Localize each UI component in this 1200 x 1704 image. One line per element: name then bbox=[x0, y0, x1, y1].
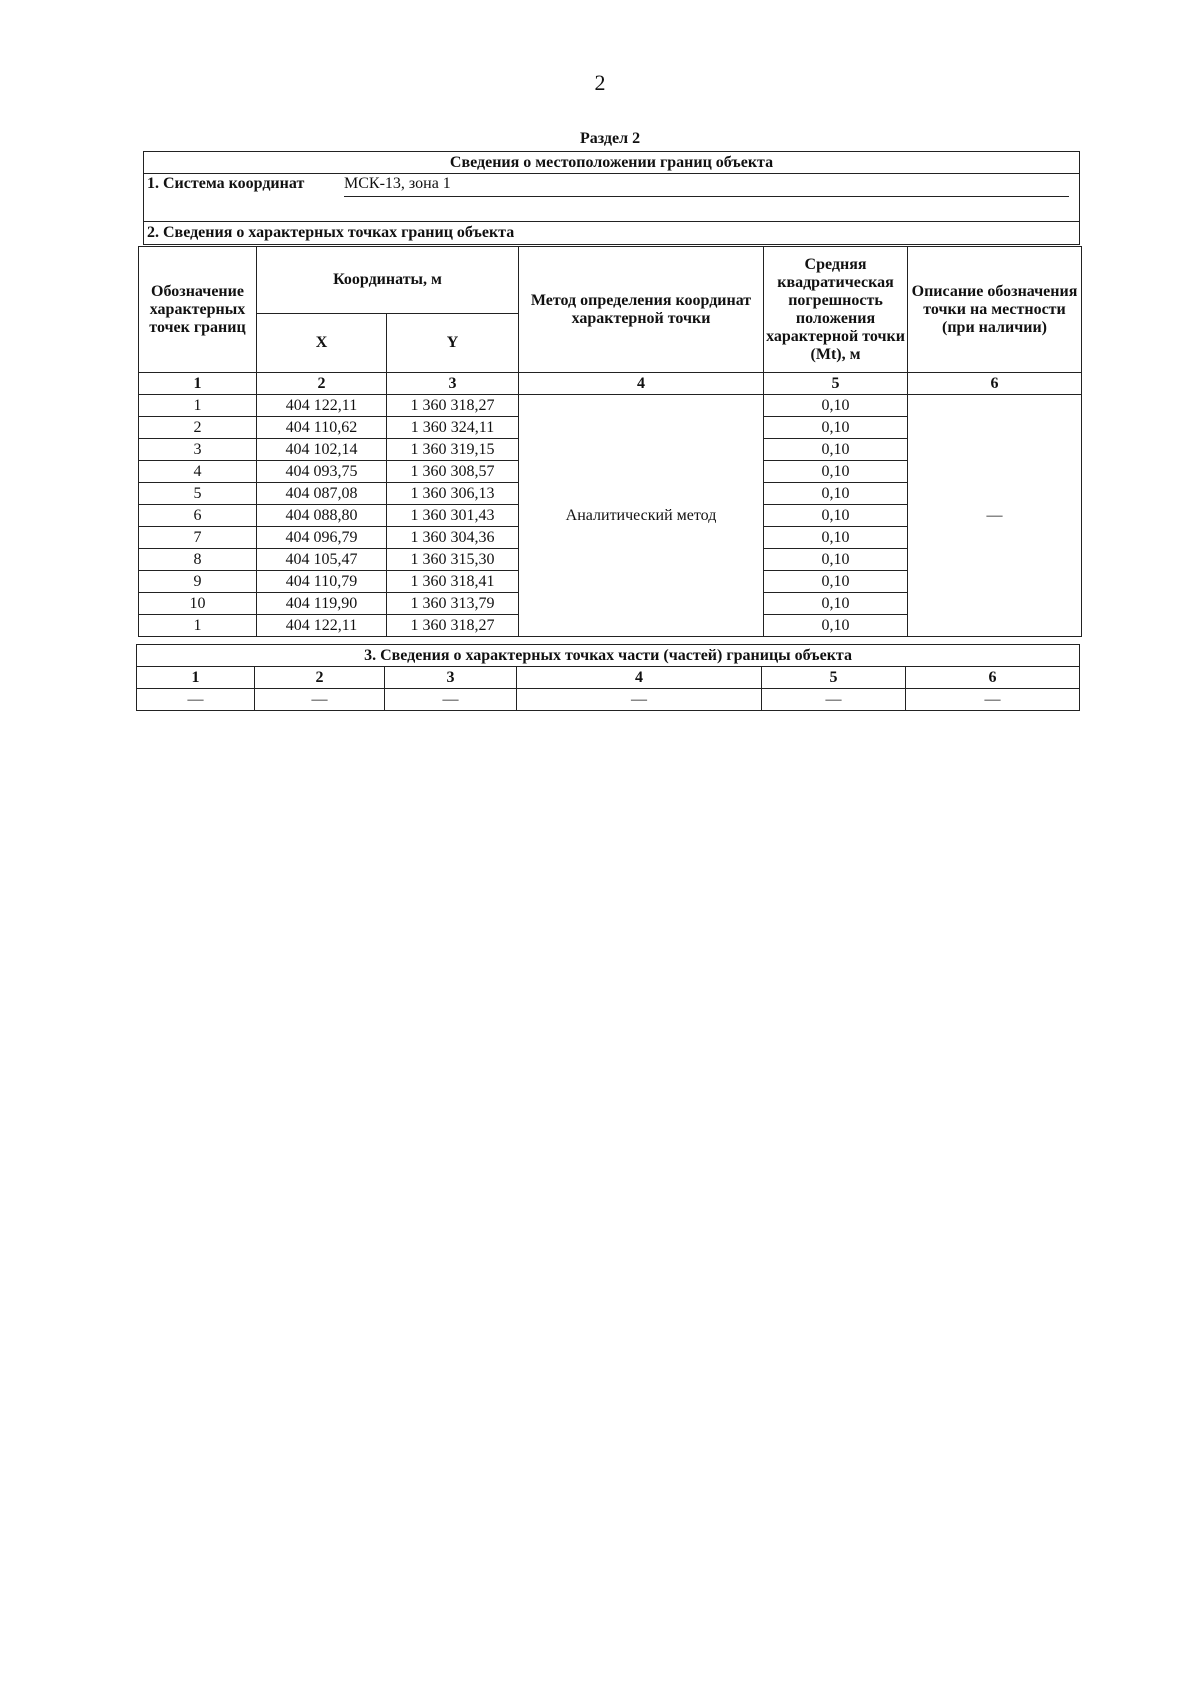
header-x: X bbox=[257, 314, 387, 373]
point-y: 1 360 301,43 bbox=[387, 505, 519, 527]
point-x: 404 093,75 bbox=[257, 461, 387, 483]
header-description: Описание обозначения точки на местности (при наличии) bbox=[908, 247, 1082, 373]
points-table bbox=[138, 246, 1082, 637]
point-mt: 0,10 bbox=[764, 527, 908, 549]
point-x: 404 096,79 bbox=[257, 527, 387, 549]
point-id: 10 bbox=[139, 593, 257, 615]
point-y: 1 360 304,36 bbox=[387, 527, 519, 549]
point-mt: 0,10 bbox=[764, 571, 908, 593]
point-x: 404 110,79 bbox=[257, 571, 387, 593]
column-number: 4 bbox=[517, 667, 762, 689]
column-number: 2 bbox=[257, 373, 387, 395]
part-column-numbers-row bbox=[137, 667, 1080, 689]
point-mt: 0,10 bbox=[764, 439, 908, 461]
point-x: 404 088,80 bbox=[257, 505, 387, 527]
column-number: 5 bbox=[764, 373, 908, 395]
point-y: 1 360 308,57 bbox=[387, 461, 519, 483]
header-error: Средняя квадратическая погрешность положения характерной точки (Mt), м bbox=[764, 247, 908, 373]
point-id: 8 bbox=[139, 549, 257, 571]
empty-cell: — bbox=[762, 689, 906, 711]
coord-system-label: 1. Система координат bbox=[147, 175, 305, 192]
point-mt: 0,10 bbox=[764, 615, 908, 637]
point-id: 4 bbox=[139, 461, 257, 483]
point-mt: 0,10 bbox=[764, 395, 908, 417]
column-number: 1 bbox=[137, 667, 255, 689]
point-id: 1 bbox=[139, 615, 257, 637]
coord-system-value: МСК-13, зона 1 bbox=[344, 175, 451, 192]
column-number: 2 bbox=[255, 667, 385, 689]
column-number: 5 bbox=[762, 667, 906, 689]
part-title: 3. Сведения о характерных точках части (частей) границы объекта bbox=[137, 645, 1080, 667]
point-y: 1 360 319,15 bbox=[387, 439, 519, 461]
part-points-table bbox=[136, 644, 1080, 711]
point-id: 2 bbox=[139, 417, 257, 439]
point-y: 1 360 318,27 bbox=[387, 395, 519, 417]
empty-cell: — bbox=[385, 689, 517, 711]
point-mt: 0,10 bbox=[764, 549, 908, 571]
point-id: 9 bbox=[139, 571, 257, 593]
empty-cell: — bbox=[906, 689, 1080, 711]
empty-cell: — bbox=[255, 689, 385, 711]
point-id: 5 bbox=[139, 483, 257, 505]
section-label: Раздел 2 bbox=[580, 130, 641, 147]
header-y: Y bbox=[387, 314, 519, 373]
column-number: 1 bbox=[139, 373, 257, 395]
point-mt: 0,10 bbox=[764, 505, 908, 527]
spacer-row bbox=[144, 198, 1079, 222]
point-y: 1 360 318,41 bbox=[387, 571, 519, 593]
point-y: 1 360 313,79 bbox=[387, 593, 519, 615]
point-mt: 0,10 bbox=[764, 417, 908, 439]
column-number: 3 bbox=[385, 667, 517, 689]
point-y: 1 360 315,30 bbox=[387, 549, 519, 571]
point-x: 404 102,14 bbox=[257, 439, 387, 461]
column-number: 4 bbox=[519, 373, 764, 395]
coord-system-underline bbox=[344, 196, 1069, 197]
point-x: 404 105,47 bbox=[257, 549, 387, 571]
point-y: 1 360 324,11 bbox=[387, 417, 519, 439]
column-numbers-row bbox=[139, 373, 1082, 395]
point-mt: 0,10 bbox=[764, 483, 908, 505]
point-x: 404 087,08 bbox=[257, 483, 387, 505]
empty-cell: — bbox=[137, 689, 255, 711]
point-id: 1 bbox=[139, 395, 257, 417]
table-row bbox=[137, 689, 1080, 711]
point-id: 7 bbox=[139, 527, 257, 549]
coord-system-row bbox=[144, 174, 1079, 198]
point-id: 3 bbox=[139, 439, 257, 461]
points-title: 2. Сведения о характерных точках границ объекта bbox=[147, 224, 515, 241]
point-y: 1 360 306,13 bbox=[387, 483, 519, 505]
point-x: 404 122,11 bbox=[257, 615, 387, 637]
column-number: 6 bbox=[908, 373, 1082, 395]
point-x: 404 119,90 bbox=[257, 593, 387, 615]
point-x: 404 122,11 bbox=[257, 395, 387, 417]
point-y: 1 360 318,27 bbox=[387, 615, 519, 637]
header-coordinates: Координаты, м bbox=[257, 247, 519, 314]
table-row bbox=[139, 395, 1082, 417]
point-x: 404 110,62 bbox=[257, 417, 387, 439]
location-block bbox=[143, 151, 1080, 245]
header-method: Метод определения координат характерной точки bbox=[519, 247, 764, 373]
method-cell: Аналитический метод bbox=[519, 395, 764, 637]
point-mt: 0,10 bbox=[764, 461, 908, 483]
point-id: 6 bbox=[139, 505, 257, 527]
header-designation: Обозначение характерных точек границ bbox=[139, 247, 257, 373]
page-number: 2 bbox=[594, 70, 606, 95]
description-cell: — bbox=[908, 395, 1082, 637]
column-number: 6 bbox=[906, 667, 1080, 689]
block-title: Сведения о местоположении границ объекта bbox=[144, 152, 1079, 174]
point-mt: 0,10 bbox=[764, 593, 908, 615]
column-number: 3 bbox=[387, 373, 519, 395]
empty-cell: — bbox=[517, 689, 762, 711]
